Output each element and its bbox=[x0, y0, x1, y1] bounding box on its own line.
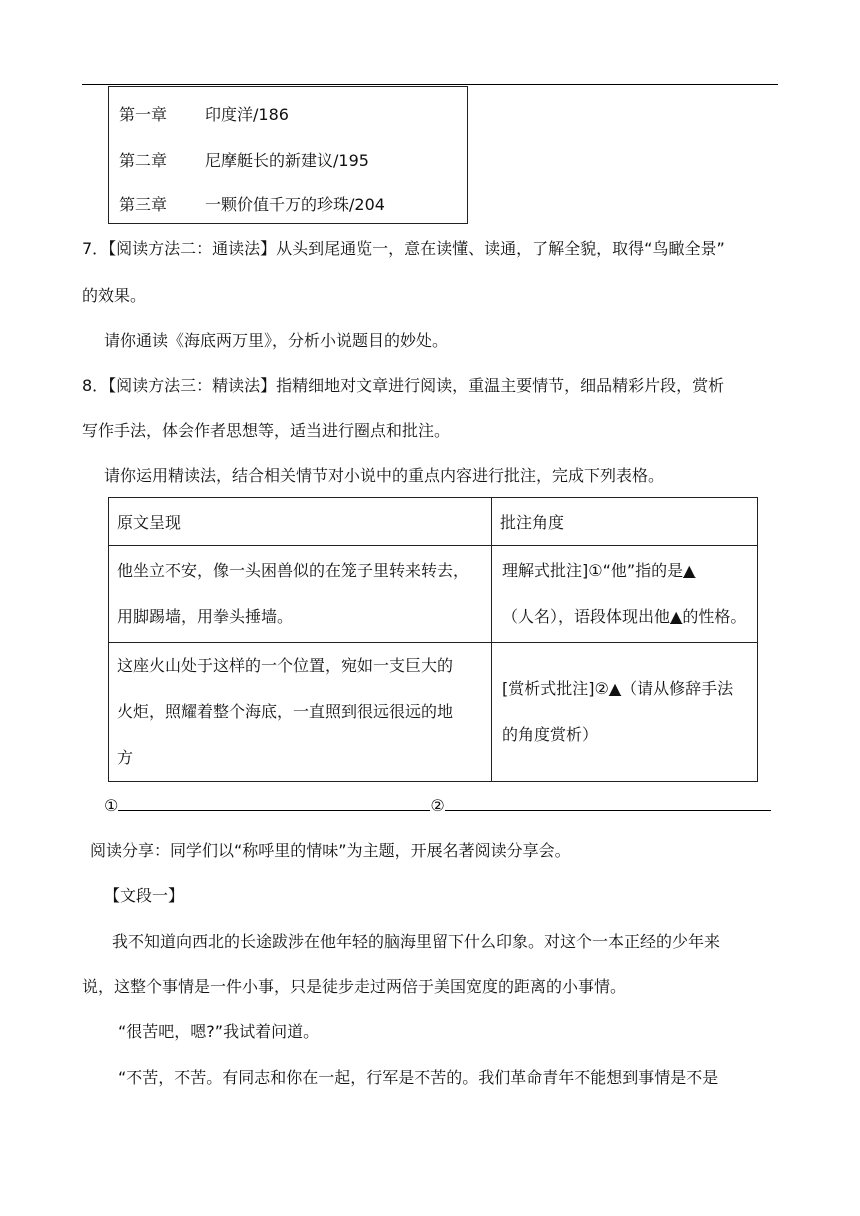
header-cell-original: 原文呈现 bbox=[109, 498, 492, 546]
table-row bbox=[109, 546, 758, 643]
header-rule bbox=[82, 84, 778, 85]
section-title: 【文段一】 bbox=[104, 886, 185, 905]
row2-original bbox=[109, 643, 492, 782]
row2-note-text: （请从修辞手法 bbox=[621, 679, 734, 698]
toc-chapter: 第一章 bbox=[119, 105, 168, 124]
answer-label-2: ② bbox=[430, 796, 445, 815]
annotation-table bbox=[108, 497, 758, 782]
row2-note-text: [赏析式批注]② bbox=[502, 679, 609, 698]
toc-chapter: 第二章 bbox=[119, 151, 168, 170]
row1-note-text: 理解式批注]①“他”指的是 bbox=[502, 561, 684, 580]
answer-line bbox=[104, 796, 771, 816]
row1-note bbox=[492, 546, 758, 643]
answer-label-1: ① bbox=[104, 796, 119, 815]
q7-line1: 7．【阅读方法二：通读法】从头到尾通览一，意在读懂、读通，了解全貌，取得“鸟瞰全景” bbox=[82, 239, 725, 258]
row2-text-line: 火炬，照耀着整个海底，一直照到很远很远的地 bbox=[117, 702, 454, 721]
toc-row bbox=[119, 192, 385, 215]
answer-blank-2[interactable] bbox=[445, 796, 771, 811]
toc-row bbox=[119, 102, 289, 125]
row2-note-line bbox=[502, 666, 749, 712]
q7-line3: 请你通读《海底两万里》，分析小说题目的妙处。 bbox=[104, 331, 449, 350]
row2-text-line: 这座火山处于这样的一个位置，宛如一支巨大的 bbox=[117, 656, 454, 675]
row1-note-text: （人名），语段体现出他 bbox=[502, 607, 671, 626]
row1-note-text: 的性格。 bbox=[682, 607, 747, 626]
row1-original bbox=[109, 546, 492, 643]
table-row bbox=[109, 643, 758, 782]
passage-line: 说，这整个事情是一件小事，只是徒步走过两倍于美国宽度的距离的小事情。 bbox=[82, 977, 627, 996]
q7-line2: 的效果。 bbox=[82, 286, 147, 305]
q8-line3: 请你运用精读法，结合相关情节对小说中的重点内容进行批注，完成下列表格。 bbox=[104, 466, 665, 485]
row1-text-line: 他坐立不安，像一头困兽似的在笼子里转来转去， bbox=[117, 561, 470, 580]
row2-text-line: 方 bbox=[117, 748, 134, 767]
table-header-row bbox=[109, 498, 758, 546]
blank-marker: ▲ bbox=[683, 561, 696, 580]
header-cell-angle: 批注角度 bbox=[492, 498, 758, 546]
row2-note-line: 的角度赏析） bbox=[502, 725, 599, 744]
row1-note-line bbox=[502, 594, 749, 640]
passage-line: “很苦吧，嗯?”我试着问道。 bbox=[118, 1022, 320, 1041]
toc-row bbox=[119, 148, 369, 171]
row2-note bbox=[492, 643, 758, 782]
q8-line2: 写作手法，体会作者思想等，适当进行圈点和批注。 bbox=[82, 421, 451, 440]
passage-line: “不苦，不苦。有同志和你在一起，行军是不苦的。我们革命青年不能想到事情是不是 bbox=[118, 1068, 719, 1087]
passage-line: 我不知道向西北的长途跋涉在他年轻的脑海里留下什么印象。对这个一本正经的少年来 bbox=[112, 932, 721, 951]
row1-note-line bbox=[502, 548, 749, 594]
toc-box bbox=[108, 86, 468, 224]
toc-chapter: 第三章 bbox=[119, 195, 168, 214]
q8-line1: 8．【阅读方法三：精读法】指精细地对文章进行阅读，重温主要情节，细品精彩片段，赏析 bbox=[82, 376, 725, 395]
share-intro: 阅读分享：同学们以“称呼里的情味”为主题，开展名著阅读分享会。 bbox=[90, 841, 571, 860]
toc-title: 尼摩艇长的新建议/195 bbox=[205, 151, 369, 170]
answer-blank-1[interactable] bbox=[118, 796, 430, 811]
toc-title: 一颗价值千万的珍珠/204 bbox=[205, 195, 385, 214]
row1-text-line: 用脚踢墙，用拳头捶墙。 bbox=[117, 607, 294, 626]
blank-marker: ▲ bbox=[670, 607, 683, 626]
toc-title: 印度洋/186 bbox=[205, 105, 289, 124]
blank-marker: ▲ bbox=[608, 679, 622, 698]
